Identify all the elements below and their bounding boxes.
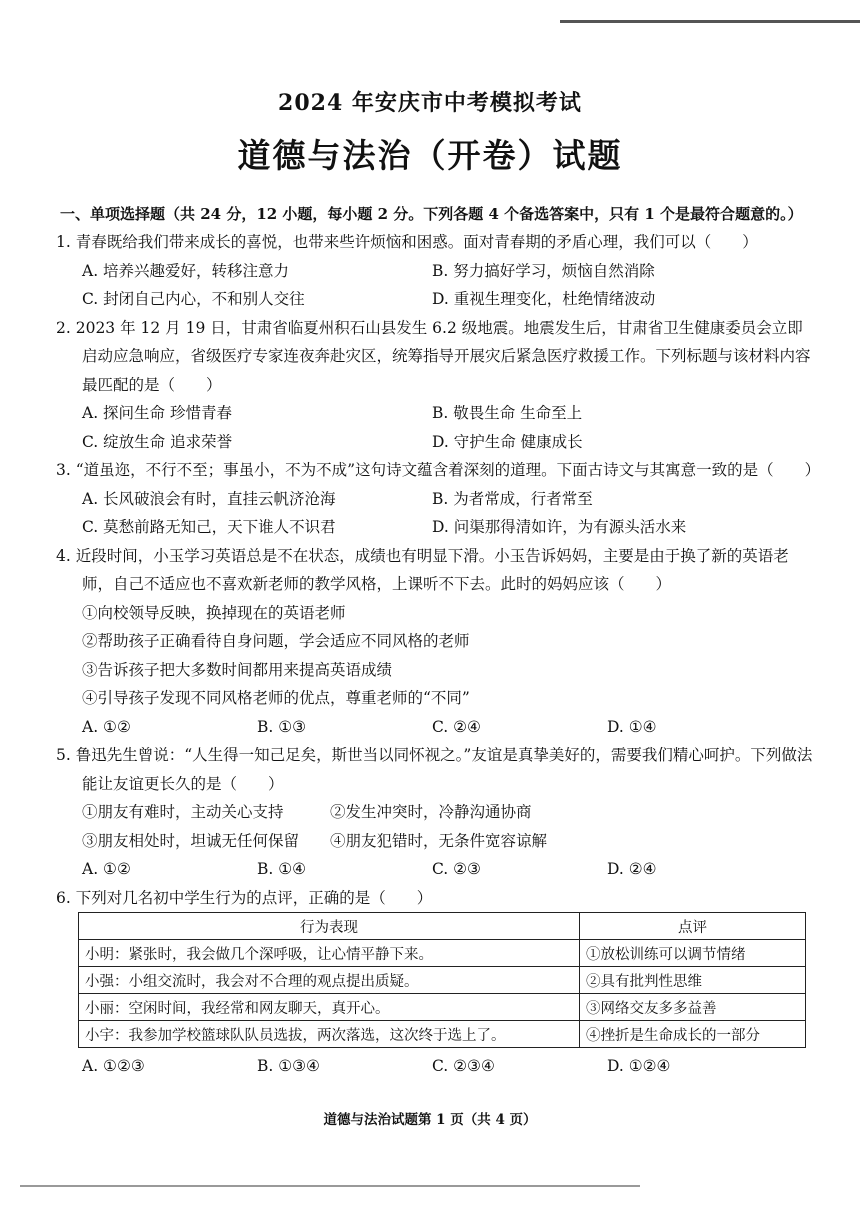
question-4: [56, 542, 816, 742]
statement-list: [56, 599, 816, 713]
question-stem: 6. 下列对几名初中学生行为的点评，正确的是（ ）: [56, 888, 433, 907]
option-b: B. 努力搞好学习，烦恼自然消除: [432, 261, 655, 280]
statement-item: ④朋友犯错时，无条件宽容谅解: [330, 831, 548, 850]
question-stem: 2. 2023 年 12 月 19 日，甘肃省临夏州积石山县发生 6.2 级地震。地震发生后，甘肃省卫生健康委员会立即启动应急响应，省级医疗专家连夜奔赴灾区，统筹指导开展灾后紧急医疗救援工作。下列标题与该材料内容最匹配的是（ ）: [56, 318, 811, 394]
table-header: 点评: [580, 913, 806, 940]
table-row: [79, 1021, 806, 1048]
option-d: D. 问渠那得清如许，为有源头活水来: [432, 518, 687, 536]
option-b: B. 敬畏生命 生命至上: [432, 404, 583, 422]
question-content: [56, 200, 821, 1081]
option-a: A. 长风破浪会有时，直挂云帆济沧海: [82, 489, 336, 508]
behavior-table: [78, 912, 806, 1048]
section-heading: 一、单项选择题（共 24 分，12 小题，每小题 2 分。下列各题 4 个备选答案中，只有 1 个是最符合题意的。）: [60, 205, 803, 223]
question-stem: 3. “道虽迩，不行不至；事虽小，不为不成”这句诗文蕴含着深刻的道理。下面古诗文与其寓意一致的是（ ）: [56, 461, 821, 479]
option-a: A. 培养兴趣爱好，转移注意力: [82, 261, 290, 280]
option-b: B. 为者常成，行者常至: [432, 489, 593, 508]
option-c: C. 封闭自己内心，不和别人交往: [82, 290, 305, 308]
option-d: D. 守护生命 健康成长: [432, 432, 583, 451]
option-group: [56, 257, 816, 314]
table-cell: 小宇：我参加学校篮球队队员选拔，两次落选，这次终于选上了。: [79, 1021, 580, 1048]
statement-item: ④引导孩子发现不同风格老师的优点，尊重老师的“不同”: [82, 689, 470, 707]
option-a: A. ①②: [82, 860, 131, 878]
table-cell: ②具有批判性思维: [580, 967, 806, 994]
option-d: D. ①②④: [607, 1057, 671, 1075]
statement-list: [56, 798, 816, 855]
table-header-row: [79, 913, 806, 940]
option-group: [56, 399, 816, 456]
question-5: [56, 741, 816, 884]
statement-item: ③朋友相处时，坦诚无任何保留: [82, 831, 300, 850]
table-row: [79, 940, 806, 967]
question-6: [56, 884, 816, 1081]
option-d: D. 重视生理变化，杜绝情绪波动: [432, 290, 656, 308]
option-a: A. ①②: [82, 717, 131, 736]
question-2: [56, 314, 816, 457]
statement-item: ①向校领导反映，换掉现在的英语老师: [82, 603, 346, 622]
table-row: [79, 994, 806, 1021]
question-stem: 5. 鲁迅先生曾说：“人生得一知己足矣，斯世当以同怀视之。”友谊是真挚美好的，需要我们精心呵护。下列做法能让友谊更长久的是（ ）: [56, 746, 813, 793]
option-b: B. ①④: [257, 860, 307, 878]
option-c: C. ②③④: [432, 1057, 495, 1075]
table-header: 行为表现: [79, 913, 580, 940]
table-cell: 小强：小组交流时，我会对不合理的观点提出质疑。: [79, 967, 580, 994]
option-d: D. ②④: [607, 860, 657, 878]
option-c: C. 绽放生命 追求荣誉: [82, 432, 233, 451]
page-footer: 道德与法治试题第 1 页（共 4 页）: [323, 1112, 537, 1128]
question-stem: 4. 近段时间，小玉学习英语总是不在状态，成绩也有明显下滑。小玉告诉妈妈，主要是由于换了新的英语老师，自己不适应也不喜欢新老师的教学风格，上课听不下去。此时的妈妈应该（ ）: [56, 546, 789, 593]
table-cell: ④挫折是生命成长的一部分: [580, 1021, 806, 1048]
statement-item: ②发生冲突时，冷静沟通协商: [330, 803, 532, 821]
question-1: [56, 228, 816, 314]
question-3: [56, 456, 821, 542]
option-group: [56, 855, 816, 884]
option-b: B. ①③④: [257, 1057, 320, 1075]
option-c: C. ②③: [432, 860, 481, 878]
option-group: [56, 1052, 816, 1081]
option-c: C. ②④: [432, 717, 481, 736]
table-cell: ③网络交友多多益善: [580, 994, 806, 1021]
exam-title: 2024 年安庆市中考模拟考试: [278, 90, 582, 116]
option-c: C. 莫愁前路无知己，天下谁人不识君: [82, 518, 336, 536]
table-cell: 小明：紧张时，我会做几个深呼吸，让心情平静下来。: [79, 940, 580, 967]
statement-item: ③告诉孩子把大多数时间都用来提高英语成绩: [82, 660, 393, 679]
table-cell: ①放松训练可以调节情绪: [580, 940, 806, 967]
option-d: D. ①④: [607, 717, 657, 736]
statement-item: ①朋友有难时，主动关心支持: [82, 803, 284, 821]
option-group: [56, 485, 816, 542]
statement-item: ②帮助孩子正确看待自身问题，学会适应不同风格的老师: [82, 632, 470, 650]
table-cell: 小丽：空闲时间，我经常和网友聊天，真开心。: [79, 994, 580, 1021]
exam-subtitle: 道德与法治（开卷）试题: [237, 136, 623, 175]
option-group: [56, 713, 816, 742]
question-stem: 1. 青春既给我们带来成长的喜悦，也带来些许烦恼和困惑。面对青春期的矛盾心理，我们可以（ ）: [56, 233, 758, 251]
option-b: B. ①③: [257, 717, 307, 736]
table-row: [79, 967, 806, 994]
option-a: A. 探问生命 珍惜青春: [82, 404, 232, 422]
option-a: A. ①②③: [82, 1057, 145, 1075]
